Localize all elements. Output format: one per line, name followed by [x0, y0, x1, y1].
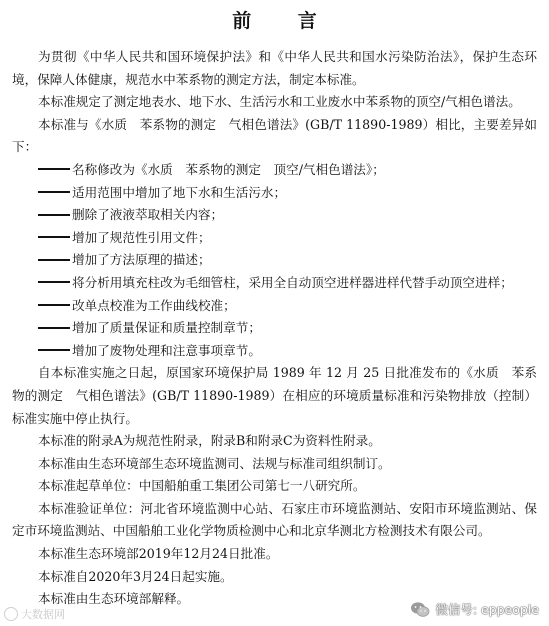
weibo-logo-icon [4, 607, 18, 621]
paragraph: 自本标准实施之日起，原国家环境保护局 1989 年 12 月 25 日批准发布的《水质 苯系物的测定 气相色谱法》(GB/T 11890-1989）在相应的环境质量标准和污染物排放（控制）标准实施中停止执行。 [12, 365, 537, 426]
list-item-text: 删除了液液萃取相关内容； [72, 207, 224, 223]
paragraph: 本标准由生态环境部生态环境监测司、法规与标准司组织制订。 [38, 455, 391, 471]
changes-list [12, 159, 537, 362]
paragraph: 本标准验证单位：河北省环境监测中心站、石家庄市环境监测站、安阳市环境监测站、保定市环境监测站、中国船舶工业化学物质检测中心和北京华测北方检测技术有限公司。 [12, 500, 537, 539]
em-dash [38, 327, 70, 329]
paragraph: 本标准规定了测定地表水、地下水、生活污水和工业废水中苯系物的顶空/气相色谱法。 [38, 94, 521, 110]
list-item [12, 204, 537, 227]
list-item-text: 改单点校准为工作曲线校准； [72, 297, 236, 313]
list-item [12, 159, 537, 182]
list-item [12, 317, 537, 340]
watermark-left-text: 大数据网 [21, 608, 65, 621]
paragraph: 为贯彻《中华人民共和国环境保护法》和《中华人民共和国水污染防治法》，保护生态环境，保障人体健康，规范水中苯系物的测定方法，制定本标准。 [12, 49, 537, 87]
paragraph: 本标准自2020年3月24日起实施。 [38, 568, 233, 584]
paragraph: 本标准生态环境部2019年12月24日批准。 [38, 546, 279, 562]
em-dash [38, 214, 70, 216]
list-item [12, 227, 537, 250]
paragraph: 本标准起草单位：中国船舶重工集团公司第七一八研究所。 [38, 478, 366, 494]
wechat-icon [410, 601, 430, 618]
em-dash [38, 304, 70, 306]
em-dash [38, 168, 70, 170]
list-item [12, 295, 537, 318]
list-item-text: 增加了方法原理的描述； [72, 252, 211, 268]
document-body [12, 46, 537, 611]
watermark-right-text: 微信号: eppeople [435, 602, 539, 617]
list-item [12, 272, 537, 295]
em-dash [38, 259, 70, 261]
paragraph: 本标准与《水质 苯系物的测定 气相色谱法》(GB/T 11890-1989）相比，主要差异如下： [12, 116, 537, 155]
list-item-text: 增加了规范性引用文件； [72, 229, 211, 245]
paragraph: 本标准的附录A为规范性附录，附录B和附录C为资料性附录。 [38, 433, 381, 449]
watermark-left [4, 606, 65, 622]
page-title: 前 言 [232, 10, 337, 32]
list-item-text: 增加了废物处理和注意事项章节。 [72, 342, 261, 358]
list-item-text: 名称修改为《水质 苯系物的测定 顶空/气相色谱法》； [72, 161, 385, 177]
list-item [12, 182, 537, 205]
em-dash [38, 349, 70, 351]
em-dash [38, 191, 70, 193]
em-dash [38, 236, 70, 238]
list-item-text: 增加了质量保证和质量控制章节； [72, 320, 261, 336]
list-item [12, 340, 537, 363]
watermark-right [410, 600, 539, 618]
list-item-text: 适用范围中增加了地下水和生活污水； [72, 184, 287, 200]
list-item [12, 249, 537, 272]
paragraph: 本标准由生态环境部解释。 [38, 591, 190, 607]
em-dash [38, 281, 70, 283]
list-item-text: 将分析用填充柱改为毛细管柱，采用全自动顶空进样器进样代替手动顶空进样； [72, 274, 513, 290]
